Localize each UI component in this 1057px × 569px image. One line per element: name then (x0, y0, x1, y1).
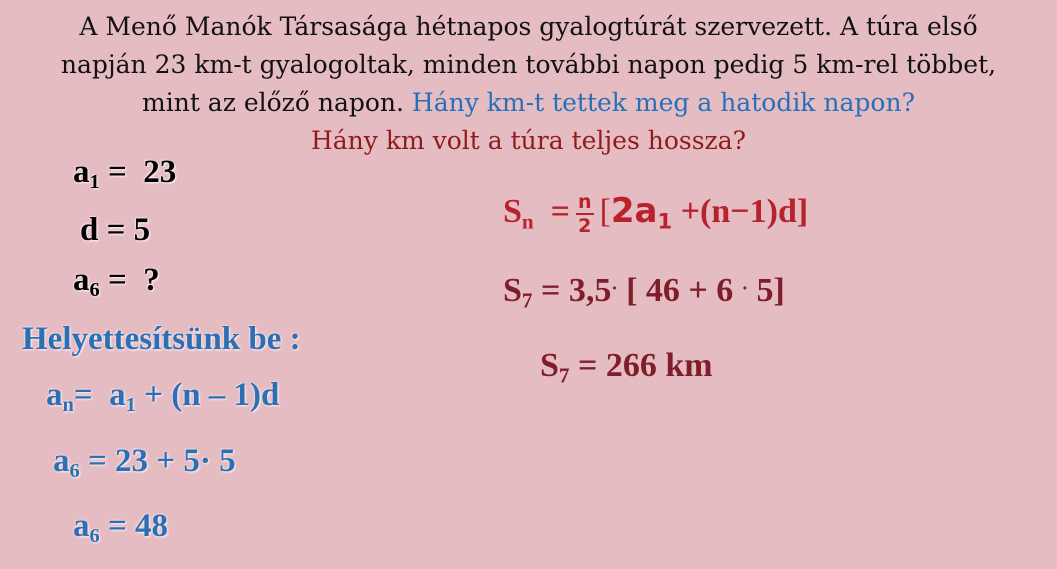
sum-step-s7-b: [ 46 + 6 (617, 272, 742, 309)
given-a6: $a_6$ = ? (73, 262, 160, 302)
sum-formula-rhs: +(n−1)d] (680, 193, 809, 230)
problem-statement (10, 8, 1047, 160)
substitute-formula-rhs: + (n – 1)d (144, 377, 280, 413)
sum-step-s7-c: 5] (756, 272, 785, 309)
problem-line-1: A Menő Manók Társasága hétnapos gyalogtúrát szervezett. A túra első (79, 12, 978, 41)
given-a1-value: 23 (143, 154, 177, 190)
question-sixth-day: Hány km-t tettek meg a hatodik napon? (411, 88, 915, 117)
sum-result-s7: $S_7 = 266$ km (540, 347, 713, 388)
substitute-result-a6: $a_6 = 48$ (73, 508, 169, 548)
sum-formula-fraction (576, 191, 594, 237)
substitute-formula: $a_n= a_1 + (n - 1)d$ (46, 377, 280, 417)
sum-formula: $S_n$ = $\frac{n}{2}$ $[2a_1 +(n-1)d]$ (503, 191, 809, 238)
given-a6-value: ? (143, 262, 160, 298)
given-d: d = 5 (80, 212, 151, 248)
substitute-step-a6: $a_6 = 23 + 5\cdot 5$ (53, 443, 236, 483)
problem-line-2: napján 23 km-t gyalogoltak, minden további napon pedig 5 km-rel többet, (60, 50, 997, 79)
fraction-numerator: n (578, 191, 592, 214)
sum-step-s7: $S_7 = 3,5\cdot$ [ 46 + 6 · 5] (503, 272, 785, 313)
substitute-heading: Helyettesítsünk be : (22, 321, 301, 357)
problem-line-3-text: mint az előző napon. (142, 88, 412, 117)
sum-step-s7-a: = 3,5 (540, 272, 612, 309)
given-a1: $a_1 = 23$ (73, 154, 177, 194)
substitute-result-a6-rhs: = 48 (107, 508, 169, 544)
sum-result-s7-rhs: = 266 km (577, 347, 713, 384)
problem-line-3 (10, 84, 1047, 122)
question-total-length: Hány km volt a túra teljes hossza? (310, 126, 747, 155)
fraction-denominator: 2 (578, 215, 592, 238)
substitute-step-a6-rhs: = 23 + 5· 5 (87, 443, 236, 479)
